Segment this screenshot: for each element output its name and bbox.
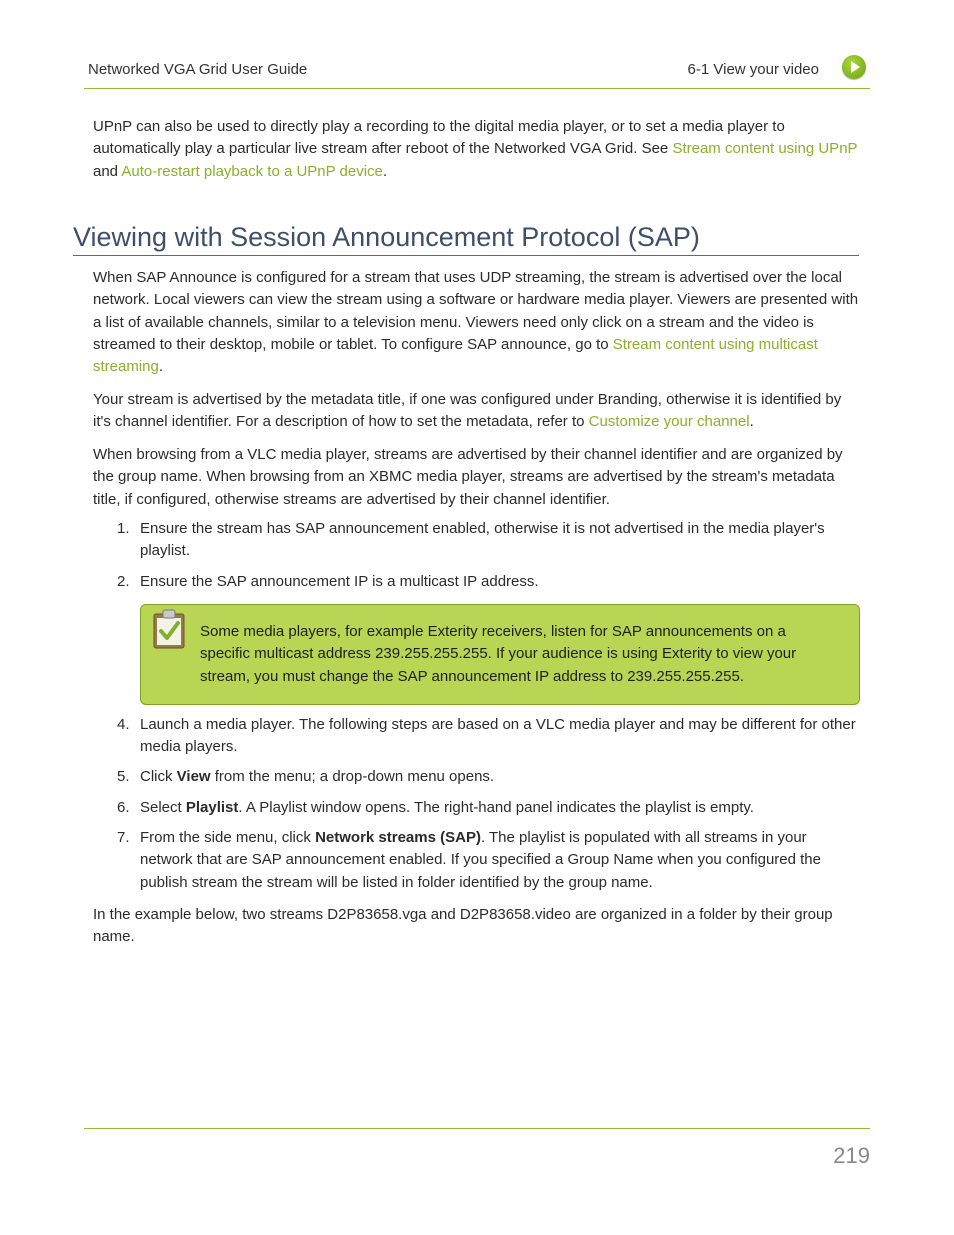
intro-paragraph [93, 116, 861, 183]
step-text: Ensure the stream has SAP announcement enabled, otherwise it is not advertised in the media player's playlist. [140, 520, 825, 560]
step-text-part: from the menu; a drop-down menu opens. [210, 768, 495, 785]
step-text-part: Select [140, 799, 186, 816]
note-box [140, 604, 860, 705]
page-number: 219 [833, 1143, 870, 1168]
footer-divider [84, 1128, 870, 1129]
section-heading: Viewing with Session Announcement Protocol (SAP) [73, 220, 859, 256]
step-number: 2. [117, 573, 130, 590]
guide-title: Networked VGA Grid User Guide [88, 61, 308, 78]
sap-paragraph [93, 267, 861, 378]
step-text-part: From the side menu, click [140, 829, 316, 846]
intro-text: UPnP can also be used to directly play a recording to the digital media player, or to set a media player to automatically play a particular live stream after reboot of the Networked VGA Grid. See [93, 118, 785, 158]
intro-text: and [93, 162, 122, 180]
step-number: 6. [117, 799, 130, 816]
step-text [140, 797, 859, 819]
clipboard-check-icon [153, 609, 185, 649]
link-auto-restart[interactable]: Auto-restart playback to a UPnP device [121, 162, 383, 180]
page-header [84, 54, 870, 89]
step-number: 4. [117, 716, 130, 733]
play-icon[interactable] [842, 55, 866, 79]
step-number: 5. [117, 768, 130, 785]
browsing-paragraph: When browsing from a VLC media player, streams are advertised by their channel identifier and are organized by the group name. When browsing from an XBMC media player, streams are advertised by the stream's metadata title, if configured, otherwise streams are advertised by their channel identifier. [93, 446, 843, 508]
intro-text: . [382, 162, 388, 180]
paragraph-text: . [749, 413, 754, 431]
closing-paragraph: In the example below, two streams D2P83658.vga and D2P83658.video are organized in a folder by their group name. [93, 906, 833, 946]
link-multicast-streaming[interactable]: Stream content using multicast streaming [93, 335, 818, 376]
link-stream-upnp[interactable]: Stream content using UPnP [672, 140, 858, 158]
step-text-part: Click [140, 768, 177, 785]
note-text: Some media players, for example Exterity receivers, listen for SAP announcements on a specific multicast address 239.255.255.255. If your audience is using Exterity to view your stream, you must change the SAP announcement IP address to 239.255.255.255. [200, 623, 797, 685]
paragraph-text: . [158, 358, 164, 376]
step-text [140, 766, 859, 788]
section-title: 6-1 View your video [687, 61, 819, 78]
metadata-paragraph [93, 389, 861, 434]
step-text: Launch a media player. The following steps are based on a VLC media player and may be different for other media players. [140, 716, 856, 756]
paragraph-text: Your stream is advertised by the metadata title, if one was configured under Branding, otherwise it is identified by it's channel identifier. For a description of how to set the metadata, refer to [93, 391, 842, 431]
menu-playlist-label: Playlist [185, 799, 239, 816]
menu-network-streams-label: Network streams (SAP) [315, 829, 481, 846]
step-number: 1. [117, 520, 130, 537]
link-customize-channel[interactable]: Customize your channel [588, 413, 750, 431]
step-text [140, 827, 859, 894]
paragraph-text: When SAP Announce is configured for a stream that uses UDP streaming, the stream is advertised over the local network. Local viewers can view the stream using a software or hardware media player. Viewers are presented with a list of available channels, similar to a television menu. Viewers need only click on a stream and the video is streamed to their desktop, mobile or tablet. To configure SAP announce, go to [93, 269, 859, 353]
step-text-part: . The playlist is populated with all streams in your network that are SAP announcement enabled. If you specified a Group Name when you configured the publish stream the stream will be listed in folder identified by the group name. [140, 829, 821, 891]
step-text-part: . A Playlist window opens. The right-hand panel indicates the playlist is empty. [238, 799, 754, 816]
step-text: Ensure the SAP announcement IP is a multicast IP address. [140, 573, 539, 590]
menu-view-label: View [176, 768, 211, 785]
step-number: 7. [117, 829, 130, 846]
